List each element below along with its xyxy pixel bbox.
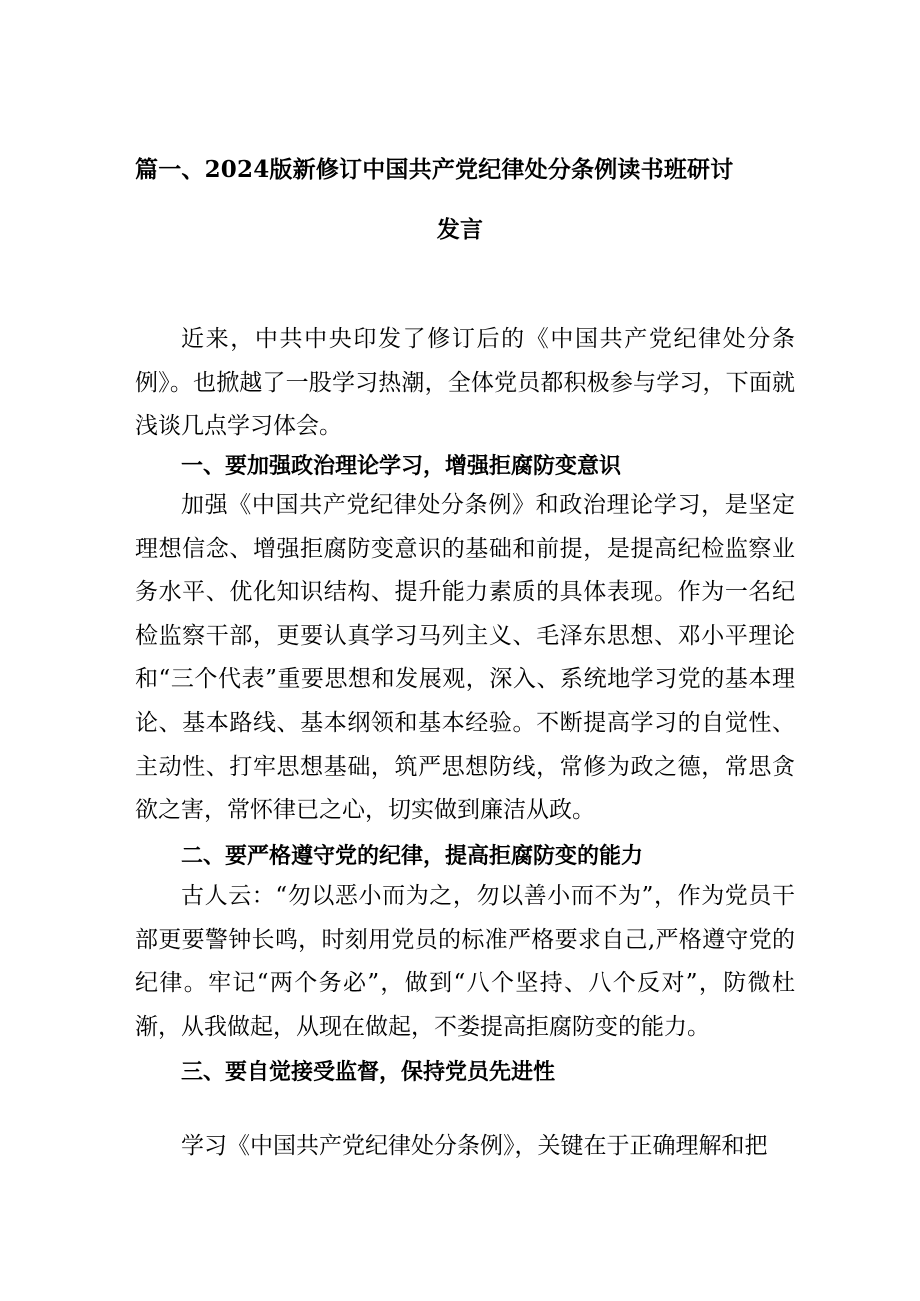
section-heading-2: 二、要严格遵守党的纪律，提高拒腐防变的能力 (181, 843, 644, 869)
section-heading-3: 三、要自觉接受监督，保持党员先进性 (181, 1059, 556, 1085)
section-1-paragraph: 加强《中国共产党纪律处分条例》和政治理论学习，是坚定理想信念、增强拒腐防变意识的基础和前提，是提高纪检监察业务水平、优化知识结构、提升能力素质的具体表现。作为一名纪检监察干部，更要认真学习马列主义、毛泽东思想、邓小平理论和“三个代表”重要思想和发展观，深入、系统地学习党的基本理论、基本路线、基本纲领和基本经验。不断提高学习的自觉性、主动性、打牢思想基础，筑严思想防线，常修为政之德，常思贪欲之害，常怀律已之心，切实做到廉洁从政。 (135, 492, 795, 824)
intro-paragraph: 近来，中共中央印发了修订后的《中国共产党纪律处分条例》。也掀越了一股学习热潮，全体党员都积极参与学习，下面就浅谈几点学习体会。 (135, 326, 795, 440)
document-title-line-2: 发言 (436, 216, 484, 243)
section-2-paragraph: 古人云：“勿以恶小而为之，勿以善小而不为”，作为党员干部更要警钟长鸣，时刻用党员的标准严格要求自己,严格遵守党的纪律。牢记“两个务必”，做到“八个坚持、八个反对”，防微杜渐，从我做起，从现在做起，不娄提高拒腐防变的能力。 (135, 883, 795, 1040)
section-heading-1: 一、要加强政治理论学习，增强拒腐防变意识 (181, 453, 622, 479)
document-title-line-1: 篇一、2024版新修订中国共产党纪律处分条例读书班研讨 (135, 156, 734, 183)
section-3-paragraph: 学习《中国共产党纪律处分条例》，关键在于正确理解和把 (181, 1133, 768, 1159)
